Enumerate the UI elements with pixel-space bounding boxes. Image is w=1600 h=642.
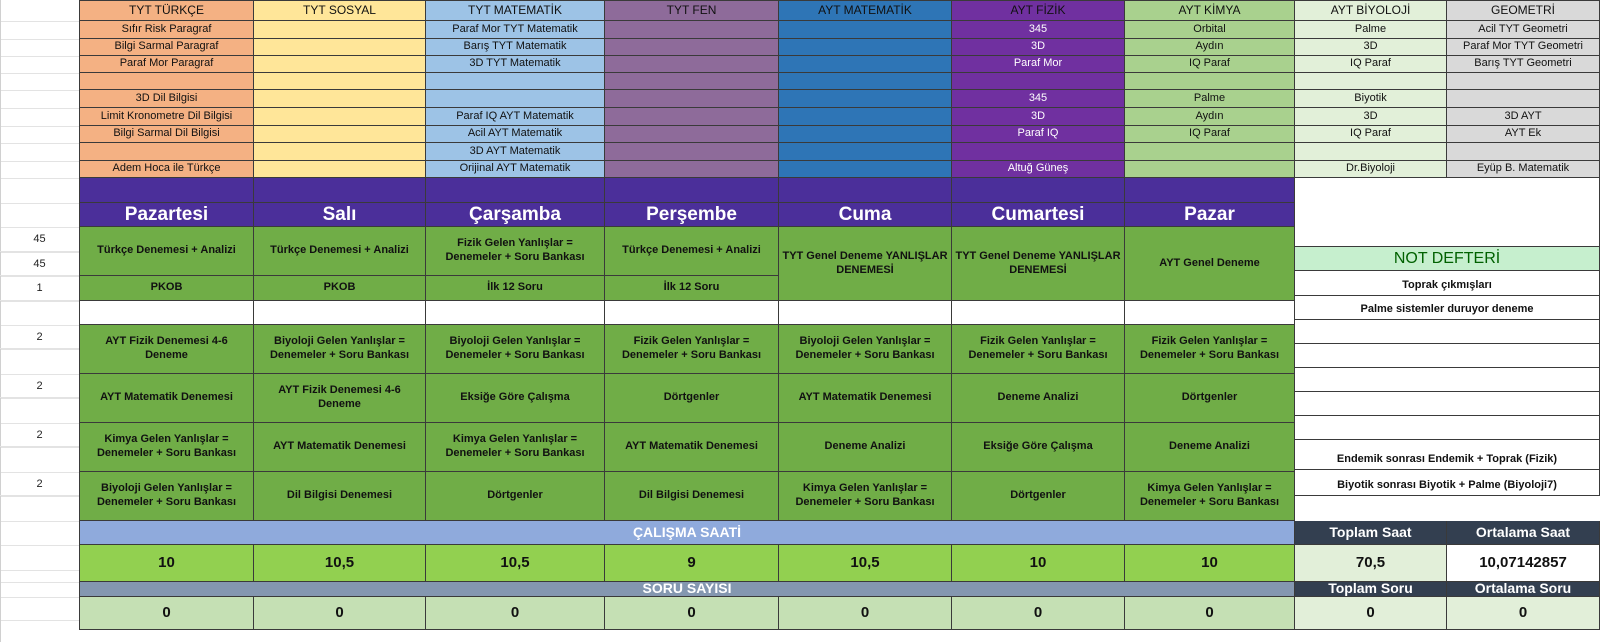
- resource-cell[interactable]: 3D Dil Bilgisi: [79, 90, 254, 108]
- plan-cell[interactable]: Kimya Gelen Yanlışlar = Denemeler + Soru Bankası: [426, 423, 605, 472]
- resource-cell[interactable]: Palme: [1295, 21, 1447, 39]
- plan-cell[interactable]: AYT Matematik Denemesi: [79, 374, 254, 423]
- subject-header[interactable]: AYT FİZİK: [952, 0, 1125, 21]
- plan-cell[interactable]: Kimya Gelen Yanlışlar = Denemeler + Soru Bankası: [79, 423, 254, 472]
- day-band-cell[interactable]: [1125, 178, 1295, 203]
- plan-cell[interactable]: Biyoloji Gelen Yanlışlar = Denemeler + Soru Bankası: [254, 325, 426, 374]
- resource-cell[interactable]: [254, 161, 426, 178]
- soru-count-cell[interactable]: 0: [779, 597, 952, 630]
- gridline: [0, 90, 79, 91]
- notepad-line[interactable]: [1295, 344, 1600, 368]
- resource-cell[interactable]: AYT Ek: [1447, 126, 1600, 143]
- resource-cell[interactable]: Dr.Biyoloji: [1295, 161, 1447, 178]
- resource-cell[interactable]: 3D AYT Matematik: [426, 143, 605, 161]
- plan-cell[interactable]: Deneme Analizi: [779, 423, 952, 472]
- resource-cell[interactable]: [605, 56, 779, 73]
- resource-cell[interactable]: 3D TYT Matematik: [426, 56, 605, 73]
- empty-cell[interactable]: [1125, 301, 1295, 325]
- notepad-line[interactable]: Palme sistemler duruyor deneme: [1295, 296, 1600, 320]
- resource-cell[interactable]: 3D: [1295, 39, 1447, 56]
- plan-cell[interactable]: Türkçe Denemesi + Analizi: [605, 227, 779, 276]
- gridline: [0, 349, 79, 350]
- soru-count-cell[interactable]: 0: [79, 597, 254, 630]
- day-header[interactable]: Pazartesi: [79, 203, 254, 227]
- resource-cell[interactable]: [605, 39, 779, 56]
- gridline: [0, 143, 79, 144]
- ortalama-soru-value[interactable]: 0: [1447, 597, 1600, 630]
- gridline: [0, 398, 79, 399]
- resource-cell[interactable]: Paraf IQ AYT Matematik: [426, 108, 605, 126]
- resource-cell[interactable]: Sıfır Risk Paragraf: [79, 21, 254, 39]
- subject-header[interactable]: TYT FEN: [605, 0, 779, 21]
- resource-cell[interactable]: [79, 73, 254, 90]
- resource-cell[interactable]: Limit Kronometre Dil Bilgisi: [79, 108, 254, 126]
- notepad-line[interactable]: Endemik sonrası Endemik + Toprak (Fizik): [1295, 440, 1600, 470]
- resource-cell[interactable]: [605, 108, 779, 126]
- resource-cell[interactable]: [1125, 161, 1295, 178]
- resource-cell[interactable]: [1295, 143, 1447, 161]
- resource-cell[interactable]: Palme: [1125, 90, 1295, 108]
- gridline: [0, 39, 79, 40]
- resource-cell[interactable]: Acil TYT Geometri: [1447, 21, 1600, 39]
- resource-cell[interactable]: [779, 108, 952, 126]
- gridline: [0, 161, 79, 162]
- resource-cell[interactable]: [779, 90, 952, 108]
- notepad-line[interactable]: [1295, 368, 1600, 392]
- resource-cell[interactable]: Orijinal AYT Matematik: [426, 161, 605, 178]
- resource-cell[interactable]: [1447, 90, 1600, 108]
- resource-cell[interactable]: Aydın: [1125, 108, 1295, 126]
- resource-cell[interactable]: [605, 73, 779, 90]
- resource-cell[interactable]: [254, 56, 426, 73]
- resource-cell[interactable]: [605, 21, 779, 39]
- gridline: [0, 0, 1, 642]
- resource-cell[interactable]: [254, 73, 426, 90]
- plan-cell[interactable]: Kimya Gelen Yanlışlar = Denemeler + Soru Bankası: [1125, 472, 1295, 521]
- notepad-line[interactable]: Biyotik sonrası Biyotik + Palme (Biyoloji7): [1295, 470, 1600, 496]
- row-number: 45: [0, 227, 79, 252]
- resource-cell[interactable]: [605, 90, 779, 108]
- day-band-cell[interactable]: [79, 178, 254, 203]
- day-header[interactable]: Çarşamba: [426, 203, 605, 227]
- toplam-saat-value[interactable]: 70,5: [1295, 545, 1447, 582]
- gridline: [0, 73, 79, 74]
- resource-cell[interactable]: [1447, 143, 1600, 161]
- resource-cell[interactable]: [1125, 143, 1295, 161]
- resource-cell[interactable]: Bilgi Sarmal Paragraf: [79, 39, 254, 56]
- resource-cell[interactable]: [254, 21, 426, 39]
- plan-cell[interactable]: AYT Fizik Denemesi 4-6 Deneme: [79, 325, 254, 374]
- resource-cell[interactable]: [605, 161, 779, 178]
- plan-cell[interactable]: İlk 12 Soru: [426, 276, 605, 301]
- plan-cell[interactable]: AYT Matematik Denemesi: [254, 423, 426, 472]
- empty-cell[interactable]: [254, 301, 426, 325]
- gridline: [0, 21, 79, 22]
- subject-header[interactable]: TYT SOSYAL: [254, 0, 426, 21]
- resource-cell[interactable]: 345: [952, 21, 1125, 39]
- empty-cell[interactable]: [426, 301, 605, 325]
- hours-cell[interactable]: 10: [1125, 545, 1295, 582]
- plan-cell[interactable]: Dil Bilgisi Denemesi: [254, 472, 426, 521]
- resource-cell[interactable]: IQ Paraf: [1125, 56, 1295, 73]
- plan-cell[interactable]: AYT Fizik Denemesi 4-6 Deneme: [254, 374, 426, 423]
- hours-cell[interactable]: 10: [952, 545, 1125, 582]
- subject-header[interactable]: AYT MATEMATİK: [779, 0, 952, 21]
- gridline: [0, 56, 79, 57]
- empty-cell[interactable]: [952, 301, 1125, 325]
- subject-header[interactable]: GEOMETRİ: [1447, 0, 1600, 21]
- ortalama-soru-header[interactable]: Ortalama Soru: [1447, 582, 1600, 597]
- ortalama-saat-header[interactable]: Ortalama Saat: [1447, 521, 1600, 545]
- plan-cell[interactable]: Dil Bilgisi Denemesi: [605, 472, 779, 521]
- resource-cell[interactable]: 3D: [952, 108, 1125, 126]
- resource-cell[interactable]: IQ Paraf: [1295, 56, 1447, 73]
- resource-cell[interactable]: Barış TYT Geometri: [1447, 56, 1600, 73]
- gridline: [0, 203, 79, 204]
- resource-cell[interactable]: [1447, 73, 1600, 90]
- plan-cell[interactable]: Fizik Gelen Yanlışlar = Denemeler + Soru Bankası: [426, 227, 605, 276]
- resource-cell[interactable]: [952, 73, 1125, 90]
- hours-cell[interactable]: 10: [79, 545, 254, 582]
- soru-count-cell[interactable]: 0: [1125, 597, 1295, 630]
- subject-header[interactable]: AYT KİMYA: [1125, 0, 1295, 21]
- day-header[interactable]: Perşembe: [605, 203, 779, 227]
- resource-cell[interactable]: [426, 73, 605, 90]
- resource-cell[interactable]: Eyüp B. Matematik: [1447, 161, 1600, 178]
- resource-cell[interactable]: Paraf Mor TYT Matematik: [426, 21, 605, 39]
- plan-cell[interactable]: AYT Matematik Denemesi: [779, 374, 952, 423]
- soru-count-cell[interactable]: 0: [426, 597, 605, 630]
- subject-header[interactable]: TYT TÜRKÇE: [79, 0, 254, 21]
- row-number: 2: [0, 325, 79, 349]
- resource-cell[interactable]: [254, 39, 426, 56]
- subject-header[interactable]: TYT MATEMATİK: [426, 0, 605, 21]
- plan-cell[interactable]: Deneme Analizi: [952, 374, 1125, 423]
- plan-cell[interactable]: Türkçe Denemesi + Analizi: [254, 227, 426, 276]
- notepad-line[interactable]: Toprak çıkmışları: [1295, 271, 1600, 296]
- row-number: 45: [0, 252, 79, 276]
- hours-cell[interactable]: 10,5: [254, 545, 426, 582]
- hours-cell[interactable]: 10,5: [426, 545, 605, 582]
- resource-cell[interactable]: [779, 39, 952, 56]
- plan-cell[interactable]: Biyoloji Gelen Yanlışlar = Denemeler + Soru Bankası: [79, 472, 254, 521]
- resource-cell[interactable]: Paraf Mor Paragraf: [79, 56, 254, 73]
- plan-cell[interactable]: AYT Matematik Denemesi: [605, 423, 779, 472]
- resource-cell[interactable]: [254, 143, 426, 161]
- resource-cell[interactable]: Orbital: [1125, 21, 1295, 39]
- resource-cell[interactable]: [605, 143, 779, 161]
- resource-cell[interactable]: Paraf Mor: [952, 56, 1125, 73]
- plan-cell[interactable]: Dörtgenler: [426, 472, 605, 521]
- resource-cell[interactable]: Barış TYT Matematik: [426, 39, 605, 56]
- resource-cell[interactable]: [79, 143, 254, 161]
- plan-cell[interactable]: AYT Genel Deneme: [1125, 227, 1295, 301]
- resource-cell[interactable]: Acil AYT Matematik: [426, 126, 605, 143]
- plan-cell[interactable]: Türkçe Denemesi + Analizi: [79, 227, 254, 276]
- resource-cell[interactable]: [254, 108, 426, 126]
- plan-cell[interactable]: TYT Genel Deneme YANLIŞLAR DENEMESİ: [779, 227, 952, 301]
- resource-cell[interactable]: 3D: [1295, 108, 1447, 126]
- plan-cell[interactable]: Fizik Gelen Yanlışlar = Denemeler + Soru Bankası: [952, 325, 1125, 374]
- resource-cell[interactable]: 345: [952, 90, 1125, 108]
- plan-cell[interactable]: Biyoloji Gelen Yanlışlar = Denemeler + Soru Bankası: [779, 325, 952, 374]
- gridline: [0, 582, 79, 583]
- row-number: 2: [0, 374, 79, 398]
- soru-count-cell[interactable]: 0: [605, 597, 779, 630]
- plan-cell[interactable]: Eksiğe Göre Çalışma: [952, 423, 1125, 472]
- plan-cell[interactable]: Fizik Gelen Yanlışlar = Denemeler + Soru Bankası: [605, 325, 779, 374]
- gridline: [0, 108, 79, 109]
- plan-cell[interactable]: PKOB: [254, 276, 426, 301]
- empty-cell[interactable]: [79, 301, 254, 325]
- gridline: [0, 301, 79, 302]
- resource-cell[interactable]: Altuğ Güneş: [952, 161, 1125, 178]
- gridline: [0, 570, 79, 571]
- plan-cell[interactable]: PKOB: [79, 276, 254, 301]
- day-band-cell[interactable]: [605, 178, 779, 203]
- resource-cell[interactable]: Biyotik: [1295, 90, 1447, 108]
- day-header[interactable]: Salı: [254, 203, 426, 227]
- day-header[interactable]: Pazar: [1125, 203, 1295, 227]
- plan-cell[interactable]: Fizik Gelen Yanlışlar = Denemeler + Soru Bankası: [1125, 325, 1295, 374]
- notepad-blank[interactable]: [1295, 178, 1600, 247]
- gridline: [0, 545, 79, 546]
- day-band-cell[interactable]: [952, 178, 1125, 203]
- notepad-line[interactable]: [1295, 392, 1600, 416]
- resource-cell[interactable]: [779, 21, 952, 39]
- plan-cell[interactable]: Kimya Gelen Yanlışlar = Denemeler + Soru Bankası: [779, 472, 952, 521]
- day-header[interactable]: Cumartesi: [952, 203, 1125, 227]
- gridline: [0, 597, 79, 598]
- toplam-soru-header[interactable]: Toplam Soru: [1295, 582, 1447, 597]
- toplam-soru-value[interactable]: 0: [1295, 597, 1447, 630]
- plan-cell[interactable]: TYT Genel Deneme YANLIŞLAR DENEMESİ: [952, 227, 1125, 301]
- gridline: [0, 620, 79, 621]
- resource-cell[interactable]: [779, 143, 952, 161]
- resource-cell[interactable]: Adem Hoca ile Türkçe: [79, 161, 254, 178]
- plan-cell[interactable]: Dörtgenler: [605, 374, 779, 423]
- resource-cell[interactable]: [779, 161, 952, 178]
- resource-cell[interactable]: Bilgi Sarmal Dil Bilgisi: [79, 126, 254, 143]
- notepad-line[interactable]: [1295, 320, 1600, 344]
- resource-cell[interactable]: [1125, 73, 1295, 90]
- soru-count-cell[interactable]: 0: [254, 597, 426, 630]
- day-header[interactable]: Cuma: [779, 203, 952, 227]
- gridline: [0, 496, 79, 497]
- resource-cell[interactable]: [952, 143, 1125, 161]
- plan-cell[interactable]: İlk 12 Soru: [605, 276, 779, 301]
- resource-cell[interactable]: Paraf IQ: [952, 126, 1125, 143]
- hours-cell[interactable]: 9: [605, 545, 779, 582]
- plan-cell[interactable]: Biyoloji Gelen Yanlışlar = Denemeler + Soru Bankası: [426, 325, 605, 374]
- plan-cell[interactable]: Deneme Analizi: [1125, 423, 1295, 472]
- row-number: 2: [0, 423, 79, 447]
- resource-cell[interactable]: [779, 56, 952, 73]
- subject-header[interactable]: AYT BİYOLOJİ: [1295, 0, 1447, 21]
- day-band-cell[interactable]: [426, 178, 605, 203]
- calisma-saati-header[interactable]: ÇALIŞMA SAATİ: [79, 521, 1295, 545]
- resource-cell[interactable]: [605, 126, 779, 143]
- resource-cell[interactable]: 3D: [952, 39, 1125, 56]
- resource-cell[interactable]: [254, 126, 426, 143]
- resource-cell[interactable]: [254, 90, 426, 108]
- ortalama-saat-value[interactable]: 10,07142857: [1447, 545, 1600, 582]
- resource-cell[interactable]: IQ Paraf: [1295, 126, 1447, 143]
- day-band-cell[interactable]: [254, 178, 426, 203]
- resource-cell[interactable]: [779, 126, 952, 143]
- soru-sayisi-header[interactable]: SORU SAYISI: [79, 582, 1295, 597]
- toplam-saat-header[interactable]: Toplam Saat: [1295, 521, 1447, 545]
- plan-cell[interactable]: Dörtgenler: [952, 472, 1125, 521]
- hours-cell[interactable]: 10,5: [779, 545, 952, 582]
- resource-cell[interactable]: 3D AYT: [1447, 108, 1600, 126]
- gridline: [0, 178, 79, 179]
- gridline: [0, 126, 79, 127]
- resource-cell[interactable]: IQ Paraf: [1125, 126, 1295, 143]
- gridline: [0, 447, 79, 448]
- row-number: 1: [0, 276, 79, 301]
- resource-cell[interactable]: [1295, 73, 1447, 90]
- soru-count-cell[interactable]: 0: [952, 597, 1125, 630]
- plan-cell[interactable]: Eksiğe Göre Çalışma: [426, 374, 605, 423]
- empty-cell[interactable]: [779, 301, 952, 325]
- day-band-cell[interactable]: [779, 178, 952, 203]
- notepad-title[interactable]: NOT DEFTERİ: [1295, 247, 1600, 271]
- gridline: [0, 521, 79, 522]
- plan-cell[interactable]: Dörtgenler: [1125, 374, 1295, 423]
- empty-cell[interactable]: [605, 301, 779, 325]
- resource-cell[interactable]: [426, 90, 605, 108]
- resource-cell[interactable]: Aydın: [1125, 39, 1295, 56]
- resource-cell[interactable]: [779, 73, 952, 90]
- resource-cell[interactable]: Paraf Mor TYT Geometri: [1447, 39, 1600, 56]
- row-number: 2: [0, 472, 79, 496]
- notepad-line[interactable]: [1295, 416, 1600, 440]
